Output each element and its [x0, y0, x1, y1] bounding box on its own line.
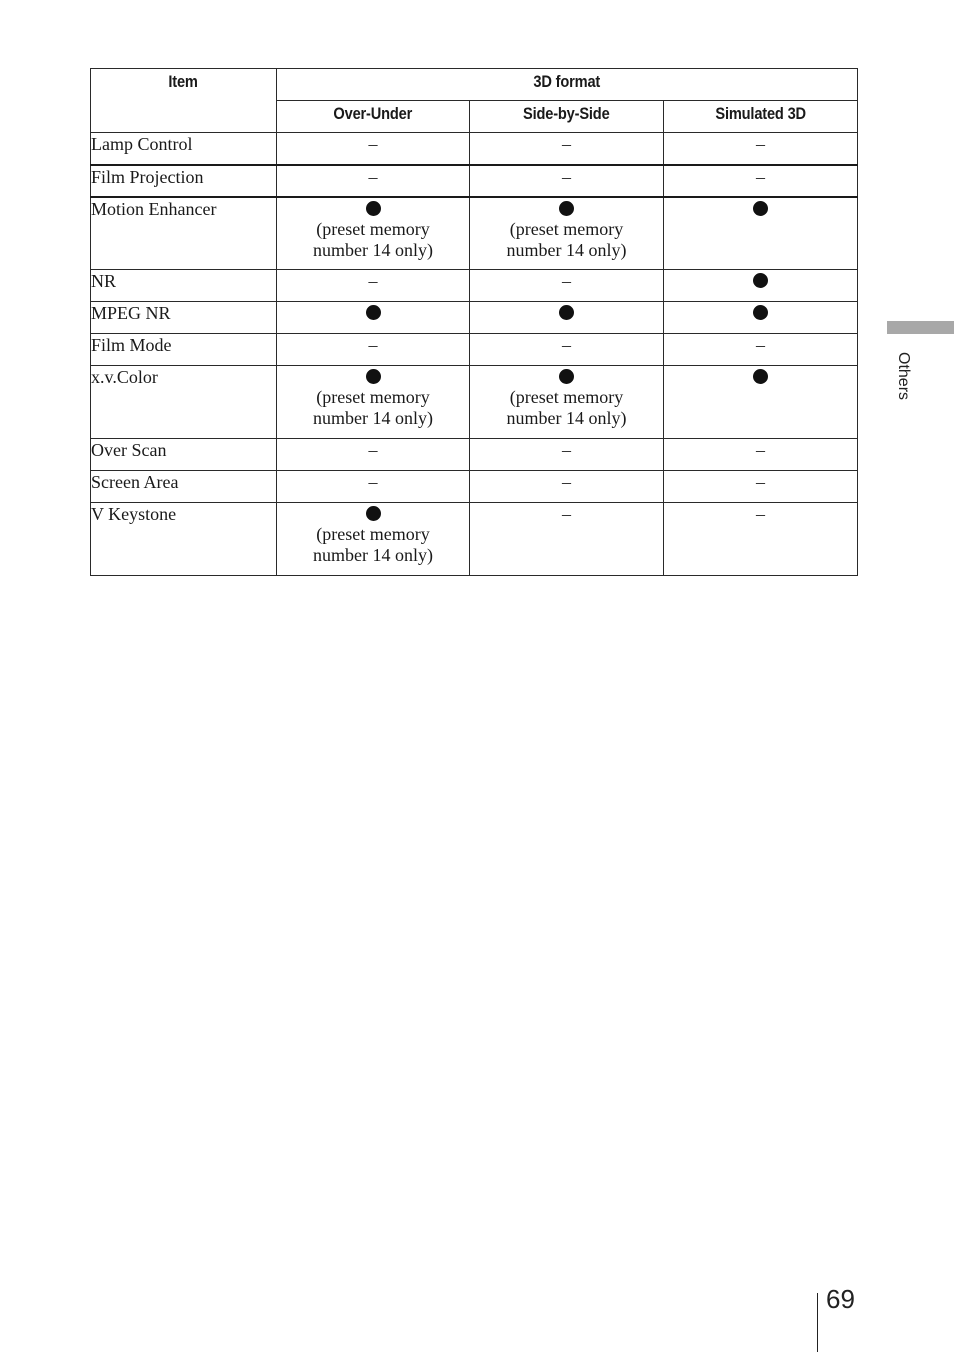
table-body	[91, 133, 858, 576]
not-available-dash: –	[368, 134, 378, 154]
not-available-dash: –	[756, 335, 765, 355]
table-cell	[277, 302, 470, 334]
not-available-dash: –	[756, 440, 765, 460]
supported-dot-icon	[366, 201, 381, 216]
header-side-by-side: Side-by-Side	[470, 101, 664, 133]
table-cell	[664, 471, 858, 503]
header-over-under: Over-Under	[277, 101, 470, 133]
table-cell	[277, 165, 470, 197]
cell-note: number 14 only)	[313, 408, 433, 428]
table-cell	[277, 197, 470, 270]
table-cell	[277, 133, 470, 165]
table-cell	[470, 334, 664, 366]
page-number: 69	[826, 1284, 855, 1314]
table-cell	[664, 503, 858, 576]
supported-dot-icon	[753, 369, 768, 384]
row-item-label: Film Projection	[91, 165, 277, 197]
cell-note: (preset memory	[509, 218, 624, 239]
supported-dot-icon	[753, 201, 768, 216]
not-available-dash: –	[756, 166, 765, 187]
table-row	[91, 270, 858, 302]
cell-note: number 14 only)	[313, 239, 433, 260]
table-cell	[664, 133, 858, 165]
supported-dot-icon	[559, 369, 574, 384]
table-row	[91, 439, 858, 471]
not-available-dash: –	[562, 472, 571, 492]
header-item: Item	[91, 69, 277, 133]
cell-note: (preset memory	[316, 524, 430, 544]
not-available-dash: –	[368, 335, 378, 355]
cell-note: number 14 only)	[506, 408, 627, 428]
table-cell	[470, 471, 664, 503]
table-cell	[664, 334, 858, 366]
table-row	[91, 366, 858, 439]
not-available-dash: –	[562, 271, 571, 291]
supported-dot-icon	[366, 506, 381, 521]
section-tab	[887, 321, 954, 334]
table-cell	[470, 197, 664, 270]
row-item-label: Lamp Control	[91, 133, 277, 165]
cell-note: number 14 only)	[313, 545, 433, 565]
table-row	[91, 334, 858, 366]
table-row	[91, 503, 858, 576]
not-available-dash: –	[368, 440, 378, 460]
not-available-dash: –	[368, 166, 378, 187]
not-available-dash: –	[562, 166, 571, 187]
table-cell	[470, 133, 664, 165]
table-cell	[277, 334, 470, 366]
table-row	[91, 197, 858, 270]
not-available-dash: –	[562, 440, 571, 460]
not-available-dash: –	[562, 134, 571, 154]
table-cell	[664, 270, 858, 302]
header-simulated-3d: Simulated 3D	[664, 101, 858, 133]
row-item-label: V Keystone	[91, 503, 277, 576]
row-item-label: Film Mode	[91, 334, 277, 366]
table-cell	[470, 165, 664, 197]
row-item-label: Screen Area	[91, 471, 277, 503]
supported-dot-icon	[753, 273, 768, 288]
page-number-rule	[817, 1293, 818, 1352]
supported-dot-icon	[559, 201, 574, 216]
table-cell	[470, 302, 664, 334]
table-row	[91, 165, 858, 197]
feature-table	[90, 68, 858, 576]
table-cell	[470, 270, 664, 302]
row-item-label: Over Scan	[91, 439, 277, 471]
row-item-label: x.v.Color	[91, 366, 277, 439]
table-cell	[664, 302, 858, 334]
section-label: Others	[895, 352, 912, 401]
supported-dot-icon	[366, 305, 381, 320]
row-item-label: NR	[91, 270, 277, 302]
table-cell	[470, 439, 664, 471]
not-available-dash: –	[756, 472, 765, 492]
header-3d-format: 3D format	[277, 69, 858, 101]
table-cell	[277, 366, 470, 439]
table-cell	[277, 471, 470, 503]
supported-dot-icon	[559, 305, 574, 320]
cell-note: (preset memory	[316, 218, 430, 239]
table-cell	[664, 165, 858, 197]
not-available-dash: –	[562, 335, 571, 355]
not-available-dash: –	[562, 504, 571, 524]
row-item-label: Motion Enhancer	[91, 197, 277, 270]
supported-dot-icon	[753, 305, 768, 320]
table-row	[91, 302, 858, 334]
table-cell	[277, 270, 470, 302]
not-available-dash: –	[368, 472, 378, 492]
table-cell	[470, 503, 664, 576]
supported-dot-icon	[366, 369, 381, 384]
table-cell	[470, 366, 664, 439]
table-cell	[277, 503, 470, 576]
table-cell	[664, 439, 858, 471]
table-cell	[664, 366, 858, 439]
not-available-dash: –	[756, 504, 765, 524]
row-item-label: MPEG NR	[91, 302, 277, 334]
table-row	[91, 133, 858, 165]
table-row	[91, 471, 858, 503]
cell-note: number 14 only)	[506, 239, 627, 260]
not-available-dash: –	[368, 271, 378, 291]
table-cell	[277, 439, 470, 471]
table-cell	[664, 197, 858, 270]
cell-note: (preset memory	[509, 387, 624, 407]
not-available-dash: –	[756, 134, 765, 154]
cell-note: (preset memory	[316, 387, 430, 407]
